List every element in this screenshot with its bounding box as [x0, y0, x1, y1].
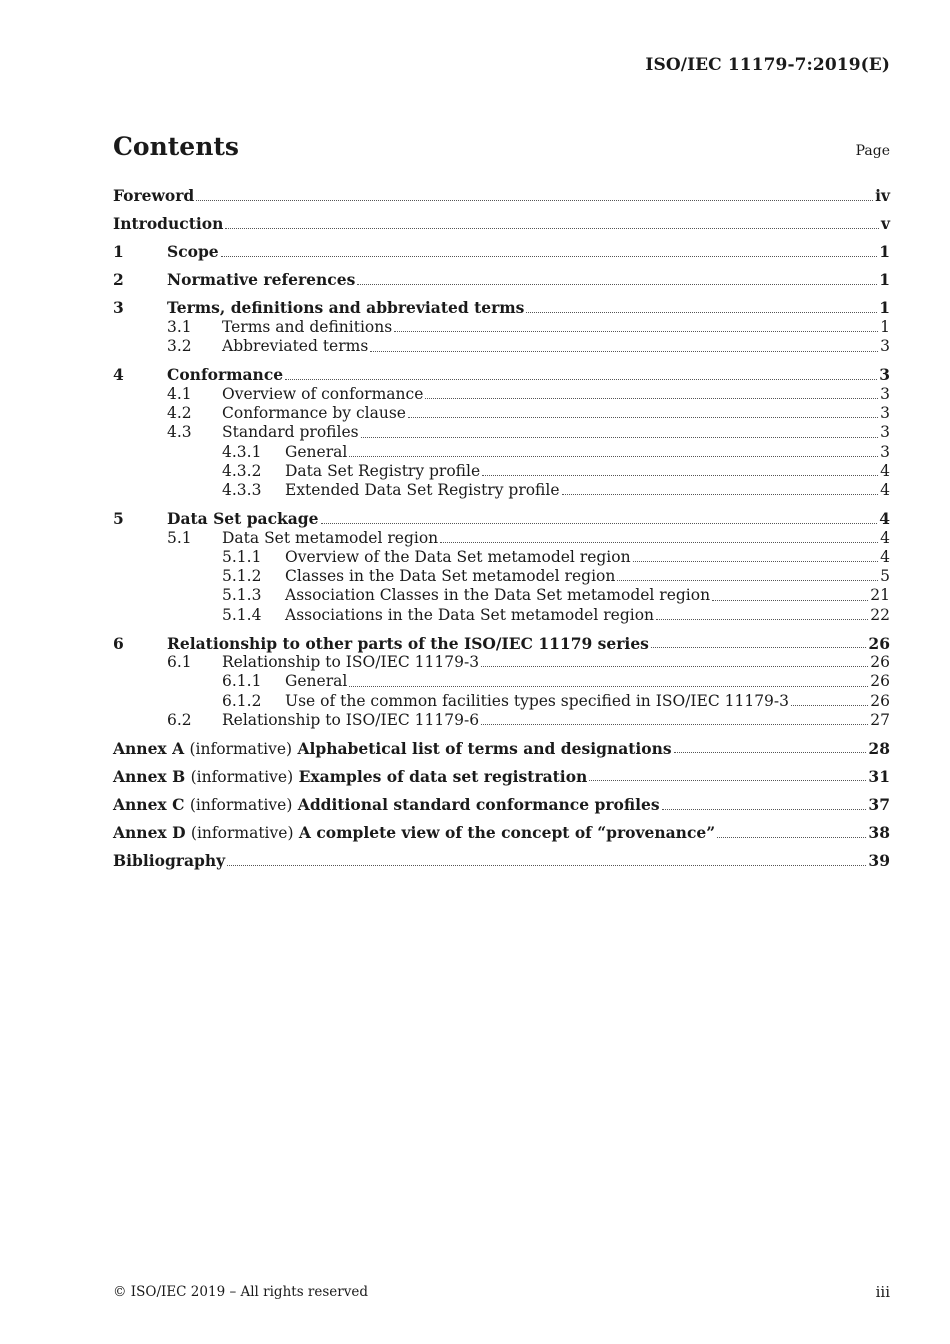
toc-entry-annex-a[interactable]	[113, 739, 890, 759]
toc-title: General	[285, 442, 348, 461]
toc-title: General	[285, 672, 348, 691]
dot-leader	[712, 599, 868, 601]
toc-page: 4	[880, 481, 890, 500]
toc-page: 1	[879, 270, 890, 290]
toc-number: 4.3	[167, 423, 192, 442]
annex-label: Annex D	[113, 823, 186, 843]
toc-number: 5.1.4	[222, 605, 262, 624]
toc-page: 4	[880, 461, 890, 480]
toc-entry-6-1-2[interactable]	[113, 692, 890, 711]
toc-title: Additional standard conformance profiles	[297, 794, 660, 814]
toc-page: v	[880, 214, 890, 234]
toc-page: 5	[880, 567, 890, 586]
toc-title: Data Set Registry profile	[285, 461, 481, 480]
dot-leader	[408, 416, 878, 418]
annex-type: (informative)	[189, 739, 293, 758]
toc-number: 1	[113, 242, 124, 262]
toc-title: Alphabetical list of terms and designations	[297, 738, 672, 758]
dot-leader	[394, 330, 878, 332]
toc-page: 3	[880, 442, 890, 461]
toc-entry-terms[interactable]	[113, 298, 890, 318]
toc-entry-4-3[interactable]	[113, 423, 890, 442]
toc-entry-5-1-1[interactable]	[113, 548, 890, 567]
dot-leader	[662, 808, 867, 810]
toc-number: 4	[113, 365, 124, 385]
toc-entry-5-1[interactable]	[113, 529, 890, 548]
toc-title: Scope	[167, 242, 219, 262]
toc-title: Overview of the Data Set metamodel region	[285, 547, 631, 566]
document-id: ISO/IEC 11179-7:2019(E)	[645, 55, 890, 75]
toc-page: 21	[870, 586, 890, 605]
dot-leader	[717, 836, 866, 838]
toc-entry-4-2[interactable]	[113, 404, 890, 423]
toc-title: Data Set package	[167, 508, 319, 528]
dot-leader	[617, 579, 878, 581]
toc-title: Relationship to other parts of the ISO/IEC 11179 series	[167, 633, 649, 653]
toc-page: iv	[875, 186, 890, 205]
toc-page: 26	[868, 633, 890, 653]
dot-leader	[370, 350, 878, 352]
dot-leader	[651, 646, 867, 648]
toc-title: Abbreviated terms	[222, 337, 369, 356]
toc-page: 4	[880, 528, 890, 547]
toc-page: 39	[868, 851, 890, 871]
dot-leader	[196, 199, 873, 201]
page-number: iii	[875, 1283, 890, 1301]
toc-page: 1	[879, 298, 890, 318]
toc-title: Data Set metamodel region	[222, 528, 439, 547]
toc-page: 31	[868, 766, 890, 786]
toc-entry-6-2[interactable]	[113, 711, 890, 730]
toc-entry-bibliography[interactable]	[113, 851, 890, 871]
toc-number: 3.1	[167, 317, 192, 336]
toc-number: 5.1	[167, 528, 192, 547]
toc-number: 6.1	[167, 653, 192, 672]
toc-number: 5.1.1	[222, 547, 262, 566]
toc-entry-6-1[interactable]	[113, 653, 890, 672]
toc-entry-scope[interactable]	[113, 242, 890, 262]
toc-page: 26	[870, 691, 890, 710]
toc-title: Foreword	[113, 186, 195, 205]
toc-title: Terms and definitions	[222, 317, 393, 336]
toc-entry-annex-d[interactable]	[113, 823, 890, 843]
toc-page: 1	[879, 242, 890, 262]
toc-title: Associations in the Data Set metamodel region	[285, 605, 655, 624]
dot-leader	[440, 541, 878, 543]
toc-page: 3	[879, 365, 890, 385]
table-of-contents	[113, 186, 890, 871]
toc-entry-6-1-1[interactable]	[113, 672, 890, 691]
toc-entry-3-1[interactable]	[113, 318, 890, 337]
toc-entry-5-1-3[interactable]	[113, 586, 890, 605]
dot-leader	[425, 397, 878, 399]
toc-entry-5-1-4[interactable]	[113, 606, 890, 625]
dot-leader	[791, 704, 868, 706]
dot-leader	[285, 378, 877, 380]
annex-label: Annex A	[113, 738, 185, 758]
toc-page: 26	[870, 653, 890, 672]
toc-number: 6.1.2	[222, 691, 262, 710]
toc-title: Normative references	[167, 270, 356, 290]
dot-leader	[221, 255, 878, 257]
toc-number: 5.1.2	[222, 567, 262, 586]
toc-page: 1	[880, 317, 890, 336]
dot-leader	[562, 493, 879, 495]
toc-number: 5.1.3	[222, 586, 262, 605]
toc-page: 3	[880, 384, 890, 403]
toc-entry-foreword[interactable]	[113, 186, 890, 206]
dot-leader	[526, 311, 877, 313]
dot-leader	[674, 751, 867, 753]
dot-leader	[361, 436, 879, 438]
toc-page: 4	[879, 508, 890, 528]
toc-title: Relationship to ISO/IEC 11179-3	[222, 653, 480, 672]
toc-entry-5-1-2[interactable]	[113, 567, 890, 586]
toc-title: Association Classes in the Data Set metamodel region	[285, 586, 711, 605]
toc-number: 4.1	[167, 384, 192, 403]
toc-entry-data-set-package[interactable]	[113, 509, 890, 529]
toc-entry-4-1[interactable]	[113, 385, 890, 404]
toc-number: 6	[113, 633, 124, 653]
toc-title: Extended Data Set Registry profile	[285, 481, 560, 500]
toc-entry-introduction[interactable]	[113, 214, 890, 234]
toc-entry-conformance[interactable]	[113, 365, 890, 385]
toc-number: 4.3.1	[222, 442, 262, 461]
toc-number: 2	[113, 270, 124, 290]
toc-entry-relationship[interactable]	[113, 634, 890, 654]
dot-leader	[656, 618, 868, 620]
toc-number: 3	[113, 298, 124, 318]
toc-page: 3	[880, 403, 890, 422]
annex-type: (informative)	[190, 824, 294, 843]
toc-title: Use of the common facilities types specified in ISO/IEC 11179-3	[285, 691, 790, 710]
toc-title: Introduction	[113, 214, 224, 234]
dot-leader	[633, 560, 879, 562]
page-column-label: Page	[855, 143, 890, 159]
dot-leader	[481, 665, 868, 667]
copyright-notice: © ISO/IEC 2019 – All rights reserved	[113, 1284, 368, 1300]
toc-number: 4.2	[167, 403, 192, 422]
toc-page: 27	[870, 711, 890, 729]
toc-entry-4-3-2[interactable]	[113, 462, 890, 481]
dot-leader	[349, 455, 878, 457]
toc-page: 28	[868, 738, 890, 758]
dot-leader	[482, 474, 878, 476]
toc-page: 22	[870, 605, 890, 624]
dot-leader	[225, 227, 879, 229]
toc-number: 4.3.3	[222, 481, 262, 500]
toc-number: 5	[113, 508, 124, 528]
dot-leader	[357, 283, 877, 285]
toc-title: Classes in the Data Set metamodel region	[285, 567, 616, 586]
toc-title: A complete view of the concept of “provenance”	[298, 823, 716, 843]
toc-title: Bibliography	[113, 851, 226, 871]
toc-page: 37	[868, 794, 890, 814]
toc-title: Relationship to ISO/IEC 11179-6	[222, 711, 480, 729]
dot-leader	[321, 522, 878, 524]
toc-page: 3	[880, 423, 890, 442]
toc-title: Conformance by clause	[222, 403, 406, 422]
annex-type: (informative)	[190, 767, 294, 786]
toc-title: Conformance	[167, 365, 284, 385]
toc-title: Terms, definitions and abbreviated terms	[167, 298, 525, 318]
toc-entry-annex-b[interactable]	[113, 767, 890, 787]
toc-entry-4-3-3[interactable]	[113, 481, 890, 500]
toc-title: Standard profiles	[222, 423, 359, 442]
toc-page: 4	[880, 547, 890, 566]
toc-number: 6.2	[167, 711, 192, 729]
toc-number: 3.2	[167, 337, 192, 356]
annex-type: (informative)	[189, 795, 293, 814]
toc-entry-normative-references[interactable]	[113, 270, 890, 290]
dot-leader	[227, 864, 866, 866]
toc-page: 26	[870, 672, 890, 691]
toc-number: 6.1.1	[222, 672, 262, 691]
annex-label: Annex B	[113, 766, 186, 786]
dot-leader	[481, 723, 868, 725]
toc-title: Examples of data set registration	[298, 766, 588, 786]
toc-number: 4.3.2	[222, 461, 262, 480]
toc-entry-3-2[interactable]	[113, 337, 890, 356]
annex-label: Annex C	[113, 794, 185, 814]
dot-leader	[589, 779, 866, 781]
toc-page: 38	[868, 823, 890, 843]
toc-page: 3	[880, 337, 890, 356]
page-title: Contents	[113, 132, 240, 161]
toc-title: Overview of conformance	[222, 384, 424, 403]
toc-entry-4-3-1[interactable]	[113, 443, 890, 462]
toc-entry-annex-c[interactable]	[113, 795, 890, 815]
dot-leader	[349, 685, 868, 687]
